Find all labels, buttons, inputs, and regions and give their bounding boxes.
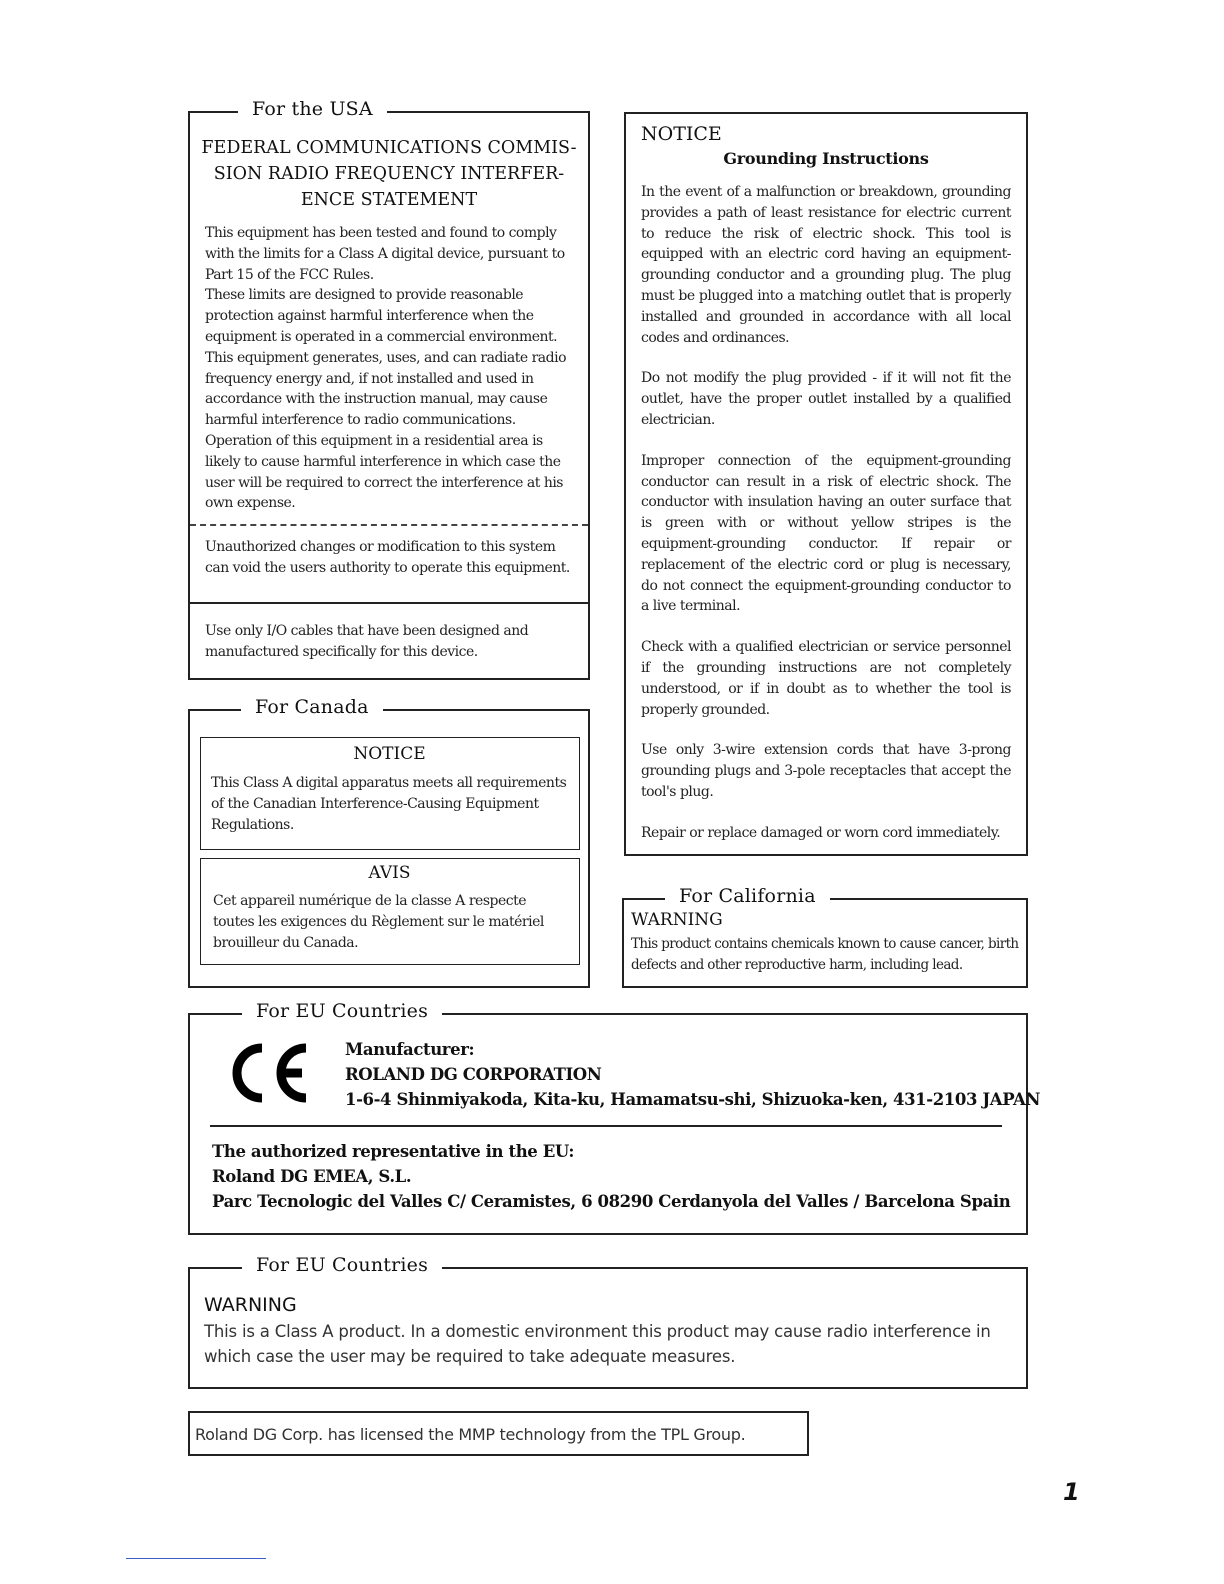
eu-representative-name: Roland DG EMEA, S.L. xyxy=(212,1167,412,1186)
canada-section xyxy=(188,709,590,988)
eu-warning-section xyxy=(188,1267,1028,1389)
manufacturer-name: ROLAND DG CORPORATION xyxy=(345,1065,602,1084)
california-section xyxy=(622,898,1028,988)
canada-avis-title: AVIS xyxy=(368,863,411,883)
grounding-paragraph-2: Do not modify the plug provided - if it will not fit the outlet, have the proper outlet installed by a qualified electrician. xyxy=(641,370,1011,428)
eu-warning-title: WARNING xyxy=(204,1294,297,1316)
canada-legend: For Canada xyxy=(241,696,383,718)
fcc-paragraph-3: This equipment generates, uses, and can radiate radio frequency energy and, if not installed and used in accordance with the instruction manual, may cause harmful interference to radio communications. xyxy=(205,349,567,429)
california-text: This product contains chemicals known to cause cancer, birth defects and other reproductive harm, including lead. xyxy=(631,936,1019,973)
california-warning: WARNING xyxy=(631,910,723,930)
footer-rule xyxy=(126,1558,266,1559)
usa-legend: For the USA xyxy=(238,98,387,120)
manufacturer-address: 1-6-4 Shinmiyakoda, Kita-ku, Hamamatsu-shi, Shizuoka-ken, 431-2103 JAPAN xyxy=(345,1090,1041,1109)
canada-avis-text: Cet appareil numérique de la classe A respecte toutes les exigences du Règlement sur le matériel brouilleur du Canada. xyxy=(213,893,544,951)
eu-representative-label: The authorized representative in the EU: xyxy=(212,1142,575,1161)
page-number: 1 xyxy=(1063,1478,1080,1506)
dashed-divider xyxy=(190,524,588,526)
fcc-title-line-1: FEDERAL COMMUNICATIONS COMMIS- xyxy=(201,138,577,158)
fcc-paragraph-1: This equipment has been tested and found to comply with the limits for a Class A digital device, pursuant to Part 15 of the FCC Rules. xyxy=(205,225,565,283)
canada-notice-title: NOTICE xyxy=(353,744,426,764)
manufacturer-label: Manufacturer: xyxy=(345,1040,475,1059)
unauthorized-changes-text: Unauthorized changes or modification to this system can void the users authority to operate this equipment. xyxy=(205,539,570,576)
eu-warning-legend: For EU Countries xyxy=(242,1254,442,1276)
eu-representative-address: Parc Tecnologic del Valles C/ Ceramistes, 6 08290 Cerdanyola del Valles / Barcelona Spain xyxy=(212,1192,1011,1211)
canada-avis-box xyxy=(200,858,580,965)
license-text: Roland DG Corp. has licensed the MMP technology from the TPL Group. xyxy=(195,1425,746,1444)
fcc-paragraph-4: Operation of this equipment in a residential area is likely to cause harmful interference in which case the user will be required to correct the interference at his own expense. xyxy=(205,432,563,512)
grounding-paragraph-4: Check with a qualified electrician or service personnel if the grounding instructions are not completely understood, or if in doubt as to whether the tool is properly grounded. xyxy=(641,639,1011,718)
ce-mark-c xyxy=(237,1048,262,1098)
grounding-section xyxy=(624,112,1028,856)
license-box xyxy=(188,1411,809,1456)
california-legend: For California xyxy=(665,885,830,907)
fcc-title-line-2: SION RADIO FREQUENCY INTERFER- xyxy=(213,164,565,184)
canada-notice-text: This Class A digital apparatus meets all requirements of the Canadian Interference-Causing Equipment Regulations. xyxy=(211,775,567,833)
eu-divider xyxy=(210,1125,1002,1127)
grounding-title: Grounding Instructions xyxy=(723,149,929,168)
solid-divider xyxy=(190,602,588,604)
grounding-paragraph-1: In the event of a malfunction or breakdown, grounding provides a path of least resistance for electric current to reduce the risk of electric shock. This tool is equipped with an electric cord having an equipment-grounding conductor and a grounding plug. The plug must be plugged into a matching outlet that is properly installed and grounded in accordance with all local codes and ordinances. xyxy=(641,184,1011,346)
canada-notice-box xyxy=(200,737,580,850)
grounding-notice: NOTICE xyxy=(641,123,722,145)
fcc-paragraph-2: These limits are designed to provide reasonable protection against harmful interference when the equipment is operated in a commercial environment. xyxy=(205,287,558,345)
ce-mark-e xyxy=(277,1048,306,1098)
usa-section xyxy=(188,111,590,680)
eu-manufacturer-legend: For EU Countries xyxy=(242,1000,442,1022)
fcc-title-line-3: ENCE STATEMENT xyxy=(300,190,478,210)
grounding-paragraph-3: Improper connection of the equipment-grounding conductor can result in a risk of electric shock. The conductor with insulation having an outer surface that is green with or without yellow stripes is the equipment-grounding conductor. If repair or replacement of the electric cord or plug is necessary, do not connect the equipment-grounding conductor to a live terminal. xyxy=(641,452,1011,615)
fcc-title xyxy=(200,135,578,213)
io-cables-text: Use only I/O cables that have been designed and manufactured specifically for this device. xyxy=(205,623,529,660)
ce-mark-icon xyxy=(228,1041,312,1105)
eu-warning-text: This is a Class A product. In a domestic environment this product may cause radio interference in which case the user may be required to take adequate measures. xyxy=(204,1322,991,1366)
grounding-paragraph-6: Repair or replace damaged or worn cord immediately. xyxy=(641,824,1001,841)
eu-manufacturer-section xyxy=(188,1013,1041,1235)
grounding-paragraph-5: Use only 3-wire extension cords that have 3-prong grounding plugs and 3-pole receptacles that accept the tool's plug. xyxy=(641,742,1011,800)
